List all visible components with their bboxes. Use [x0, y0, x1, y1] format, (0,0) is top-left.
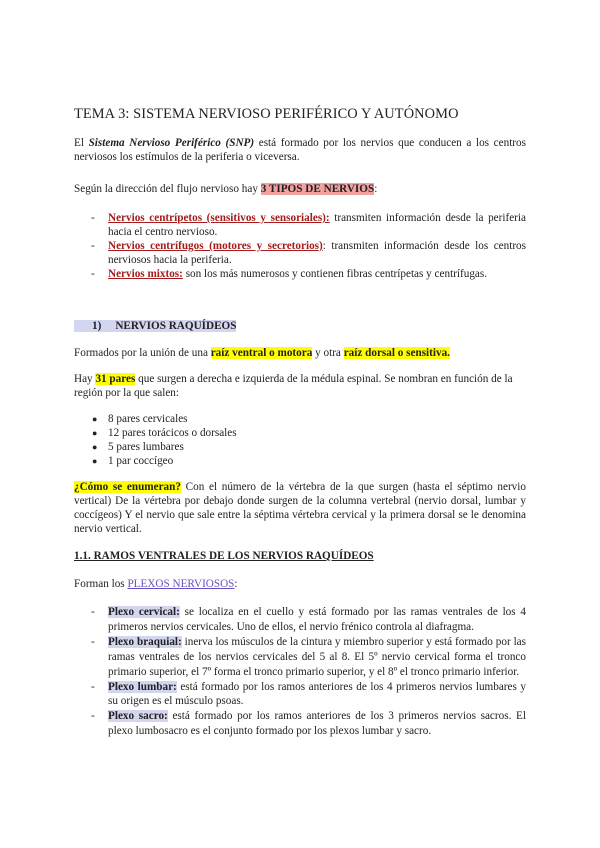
nerve-types-lead: [74, 182, 526, 196]
plexo-term: Plexo sacro:: [108, 710, 168, 723]
plexos-list: [74, 605, 526, 739]
list-item: [74, 440, 526, 454]
numbering-text: Con el número de la vértebra de la que surgen (hasta el séptimo nervio vertical) De la vértebra por debajo donde surgen de la columna vertebral (nervio dorsal, lumbar y coccígeos) Y el nervio que sale entre la séptima vértebra cervical y la primera dorsal se le denomina nervio vertical.: [74, 481, 526, 535]
nerve-type-term: Nervios centrífugos (motores y secretorios): [108, 240, 323, 252]
dash-marker: -: [91, 635, 95, 648]
nerve-types-list: [74, 211, 526, 281]
list-item: [74, 635, 526, 680]
list-item: [74, 426, 526, 440]
roots-text-pre: Formados por la unión de una: [74, 347, 211, 359]
plexos-lead-pre: Forman los: [74, 578, 128, 590]
ventral-root-highlight: raíz ventral o motora: [210, 347, 313, 359]
plexo-text: inerva los músculos de la cintura y miembro superior y está formado por las ramas ventrales de los nervios cervicales del 5 al 8. El 5º nervio cervical forma el tronco primario superior, el 7º forma el tronco primario superior, y el 8º el tronco primario inferior.: [108, 635, 526, 678]
list-item: [74, 680, 526, 710]
roots-paragraph: [74, 346, 526, 360]
pairs-list: [74, 412, 526, 468]
bullet-icon: ●: [92, 456, 98, 466]
lead-colon: :: [374, 183, 378, 195]
plexos-lead: [74, 577, 526, 591]
nerve-types-highlight: 3 TIPOS DE NERVIOS: [260, 183, 375, 195]
snp-term: Sistema Nervioso Periférico (SNP): [88, 137, 255, 149]
plexo-term: Plexo braquial:: [108, 635, 182, 648]
plexo-text: está formado por los ramos anteriores de los 3 primeros nervios sacros. El plexo lumbosacro es el conjunto formado por los plexos lumbar y sacro.: [108, 710, 526, 738]
plexo-text: se localiza en el cuello y está formado por las ramas ventrales de los 4 primeros nervios cervicales. Uno de ellos, el nervio frénico controla al diafragma.: [108, 606, 526, 633]
bullet-icon: ●: [92, 414, 98, 424]
list-item: [74, 605, 526, 635]
pair-text: 5 pares lumbares: [108, 441, 184, 453]
pairs-text-pre: Hay: [74, 373, 96, 385]
list-item: [74, 412, 526, 426]
nerve-type-text: transmiten información desde la periferia hacia el centro nervioso.: [108, 212, 526, 238]
list-item: [74, 454, 526, 468]
roots-text-mid: y otra: [312, 347, 344, 359]
pair-text: 1 par coccígeo: [108, 455, 174, 467]
bullet-icon: ●: [92, 442, 98, 452]
section-1-1-title: 1.1. RAMOS VENTRALES DE LOS NERVIOS RAQUÍDEOS: [74, 550, 374, 562]
pairs-count-highlight: 31 pares: [95, 373, 136, 385]
pair-text: 12 pares torácicos o dorsales: [108, 427, 237, 439]
pairs-paragraph: [74, 372, 526, 400]
plexos-link[interactable]: PLEXOS NERVIOSOS: [127, 578, 235, 590]
dash-marker: -: [91, 212, 95, 224]
plexo-term: Plexo lumbar:: [108, 680, 177, 693]
list-item: [74, 709, 526, 739]
intro-text-pre: El: [74, 137, 89, 149]
nerve-type-text: : transmiten información desde los centros nerviosos hacia la periferia.: [108, 240, 526, 266]
nerve-type-term: Nervios centrípetos (sensitivos y sensoriales):: [108, 212, 330, 224]
section-1-heading-highlight: [74, 320, 236, 332]
dash-marker: -: [91, 710, 95, 723]
plexo-text: está formado por los ramos anteriores de los 4 primeros nervios lumbares y su origen es el músculo psoas.: [108, 680, 526, 708]
list-item: [74, 211, 526, 239]
section-1-number: 1): [92, 320, 102, 332]
section-1-heading: [74, 319, 526, 333]
page-title: TEMA 3: SISTEMA NERVIOSO PERIFÉRICO Y AUTÓNOMO: [74, 106, 459, 122]
nerve-type-text: son los más numerosos y contienen fibras centrípetas y centrífugas.: [182, 268, 488, 280]
section-1-title: NERVIOS RAQUÍDEOS: [115, 320, 237, 332]
plexos-lead-colon: :: [234, 578, 238, 590]
lead-text: Según la dirección del flujo nervioso hay: [74, 183, 261, 195]
intro-text-post: está formado por los nervios que conducen a los centros nerviosos los estímulos de la periferia o viceversa.: [74, 137, 526, 163]
dorsal-root-highlight: raíz dorsal o sensitiva.: [343, 347, 450, 359]
list-item: [74, 267, 526, 281]
dash-marker: -: [91, 268, 95, 280]
dash-marker: -: [91, 240, 95, 252]
numbering-paragraph: [74, 480, 526, 536]
intro-paragraph: [74, 136, 526, 164]
bullet-icon: ●: [92, 428, 98, 438]
plexo-term: Plexo cervical:: [108, 606, 180, 618]
section-1-1-heading: [74, 549, 526, 563]
list-item: [74, 239, 526, 267]
pair-text: 8 pares cervicales: [108, 413, 188, 425]
numbering-question-highlight: ¿Cómo se enumeran?: [74, 481, 181, 493]
nerve-type-term: Nervios mixtos:: [108, 268, 183, 280]
pairs-text-post: que surgen a derecha e izquierda de la médula espinal. Se nombran en función de la región por la que salen:: [74, 373, 513, 399]
dash-marker: -: [91, 606, 95, 618]
dash-marker: -: [91, 680, 95, 693]
